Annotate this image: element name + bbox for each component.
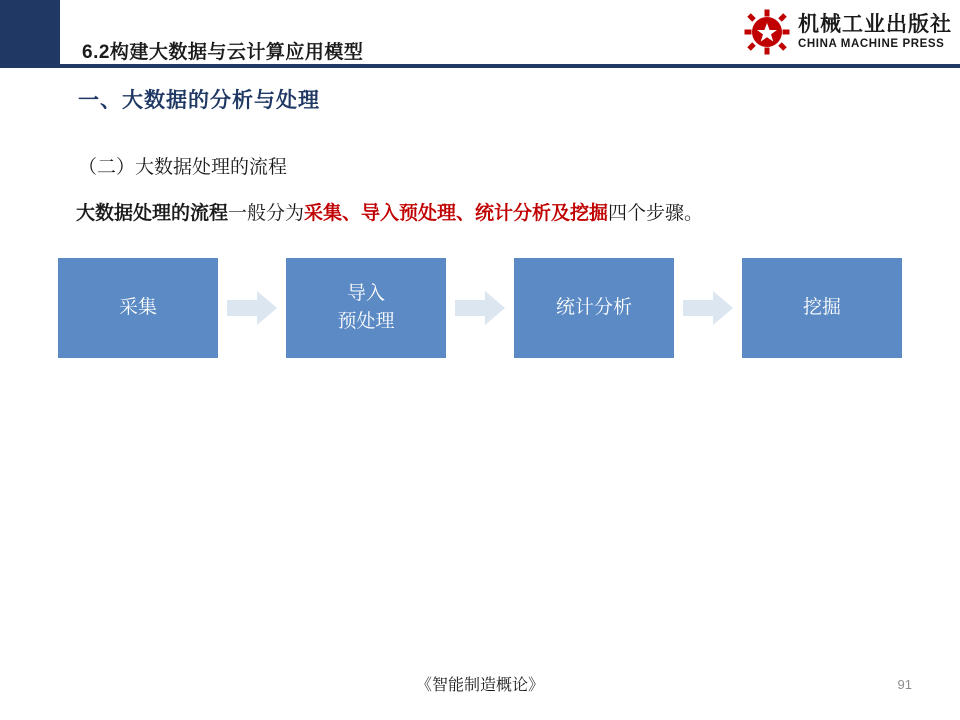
- flow-step-2: [286, 258, 446, 358]
- flow-step-1-line1: 采集: [118, 296, 157, 318]
- publisher-name-en: CHINA MACHINE PRESS: [798, 37, 945, 50]
- page-title: 6.2构建大数据与云计算应用模型: [82, 42, 364, 63]
- body-paragraph: [76, 198, 703, 225]
- sub-heading: （二）大数据处理的流程: [78, 157, 288, 178]
- header-divider: [0, 64, 960, 68]
- paragraph-lead: 大数据处理的流程: [76, 203, 229, 224]
- publisher-logo: [744, 6, 952, 58]
- footer-title: 《智能制造概论》: [415, 677, 544, 694]
- flow-step-3-line1: 统计分析: [555, 296, 632, 318]
- flow-arrow-2-icon: [446, 291, 514, 325]
- flow-step-1: [58, 258, 218, 358]
- publisher-name-cn: 机械工业出版社: [798, 12, 952, 36]
- flow-step-2-line2: 预处理: [337, 311, 395, 332]
- flow-step-4-line1: 挖掘: [802, 296, 841, 318]
- gear-star-logo-icon: [744, 9, 790, 55]
- paragraph-tail: 四个步骤。: [608, 203, 704, 224]
- flow-arrow-1-icon: [218, 291, 286, 325]
- paragraph-mid: 一般分为: [228, 203, 305, 224]
- flow-step-4: [742, 258, 902, 358]
- header-accent-bar: [0, 0, 60, 68]
- process-flow-diagram: [58, 256, 902, 360]
- flow-arrow-3-icon: [674, 291, 742, 325]
- flow-step-2-line1: 导入: [346, 282, 385, 304]
- paragraph-highlight: 采集、导入预处理、统计分析及挖掘: [304, 203, 609, 224]
- page-number: 91: [897, 677, 912, 692]
- flow-step-3: [514, 258, 674, 358]
- publisher-logo-text: [798, 14, 952, 50]
- section-heading: 一、大数据的分析与处理: [78, 89, 320, 112]
